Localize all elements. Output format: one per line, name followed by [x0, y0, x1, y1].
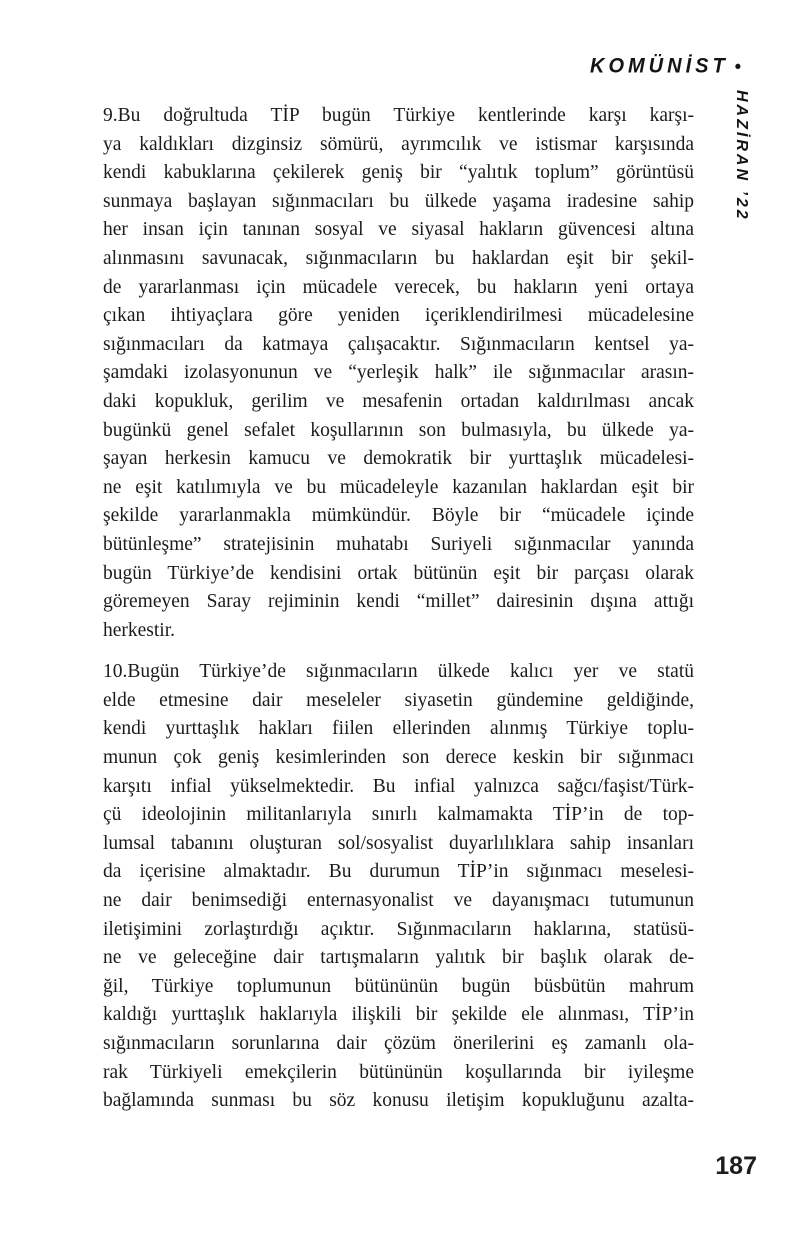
- page-number: 187: [715, 1152, 757, 1180]
- issue-label: HAZİRAN ’22: [733, 90, 750, 222]
- text-line: bugün Türkiye’de kendisini ortak bütünün eşit bir parçası olarak: [103, 562, 694, 584]
- text-line: çü ideolojinin militanlarıyla sınırlı kalmamakta TİP’in de top-: [103, 804, 694, 826]
- text-line: bütünleşme” stratejisinin muhatabı Suriyeli sığınmacılar yanında: [103, 533, 694, 555]
- paragraph: [103, 102, 694, 645]
- text-line: iletişimini zorlaştırdığı açıktır. Sığınmacıların haklarına, statüsü-: [103, 918, 694, 940]
- text-line: daki kopukluk, gerilim ve mesafenin ortadan kaldırılması ancak: [103, 390, 694, 412]
- text-line: munun çok geniş kesimlerinden son derece keskin bir sığınmacı: [103, 747, 694, 769]
- text-line: göremeyen Saray rejiminin kendi “millet” dairesinin dışına attığı: [103, 591, 694, 613]
- text-line: ne dair benimsediği enternasyonalist ve dayanışmacı tutumunun: [103, 890, 694, 912]
- text-line: de yararlanması için mücadele verecek, bu hakların yeni ortaya: [103, 276, 694, 298]
- text-line: ğil, Türkiye toplumunun bütününün bugün büsbütün mahrum: [103, 975, 694, 997]
- journal-title: KOMÜNİST: [590, 54, 729, 78]
- paragraph: [103, 658, 694, 1116]
- text-line: 9.Bu doğrultuda TİP bugün Türkiye kentlerinde karşı karşı-: [103, 105, 694, 126]
- text-line: ya kaldıkları dizginsiz sömürü, ayrımcılık ve istismar karşısında: [103, 133, 694, 155]
- text-line: bugünkü genel sefalet koşullarının son bulmasıyla, bu ülkede ya-: [103, 419, 694, 441]
- text-line: çıkan ihtiyaçlara göre yeniden içeriklendirilmesi mücadelesine: [103, 305, 694, 327]
- text-line: kaldığı yurttaşlık haklarıyla ilişkili bir şekilde ele alınması, TİP’in: [103, 1004, 694, 1026]
- text-line: karşıtı infial yükselmektedir. Bu infial yalnızca sağcı/faşist/Türk-: [103, 775, 694, 797]
- text-line: sığınmacıların sorunlarına dair çözüm önerilerini eş zamanlı ola-: [103, 1033, 694, 1054]
- text-line: 10.Bugün Türkiye’de sığınmacıların ülkede kalıcı yer ve statü: [103, 661, 694, 683]
- text-line: şayan herkesin kamucu ve demokratik bir yurttaşlık mücadelesi-: [103, 448, 694, 470]
- text-line: rak Türkiyeli emekçilerin bütününün koşullarında bir iyileşme: [103, 1061, 694, 1083]
- text-line: da içerisine almaktadır. Bu durumun TİP’in sığınmacı meselesi-: [103, 861, 694, 883]
- text-line: lumsal tabanını oluşturan sol/sosyalist duyarlılıklara sahip insanları: [103, 832, 694, 854]
- text-line: sunmaya başlayan sığınmacıları bu ülkede yaşama iradesine sahip: [103, 190, 694, 212]
- text-line: elde etmesine dair meseleler siyasetin gündemine geldiğinde,: [103, 689, 694, 711]
- body-text: [103, 102, 694, 1116]
- text-line: ne ve geleceğine dair tartışmaların yalıtık bir başlık olarak de-: [103, 947, 694, 969]
- page-header: [590, 54, 741, 78]
- text-line: kendi yurttaşlık hakları fiilen ellerinden alınmış Türkiye toplu-: [103, 718, 694, 740]
- text-line: kendi kabuklarına çekilerek geniş bir “yalıtık toplum” görüntüsü: [103, 162, 694, 184]
- text-line: bağlamında sunması bu söz konusu iletişim kopukluğunu azalta-: [103, 1090, 694, 1112]
- text-line: her insan için tanınan sosyal ve siyasal hakların güvencesi altına: [103, 219, 694, 241]
- text-line: şamdaki izolasyonunun ve “yerleşik halk” ile sığınmacılar arasın-: [103, 362, 694, 384]
- text-line: alınmasını savunacak, sığınmacıların bu haklardan eşit bir şekil-: [103, 247, 694, 269]
- text-line: herkestir.: [103, 619, 176, 641]
- header-bullet-icon: •: [734, 55, 741, 77]
- text-line: sığınmacıları da katmaya çalışacaktır. Sığınmacıların kentsel ya-: [103, 333, 694, 355]
- text-line: şekilde yararlanmakla mümkündür. Böyle bir “mücadele içinde: [103, 505, 694, 527]
- text-line: ne eşit katılımıyla ve bu mücadeleyle kazanılan haklardan eşit bir: [103, 476, 694, 498]
